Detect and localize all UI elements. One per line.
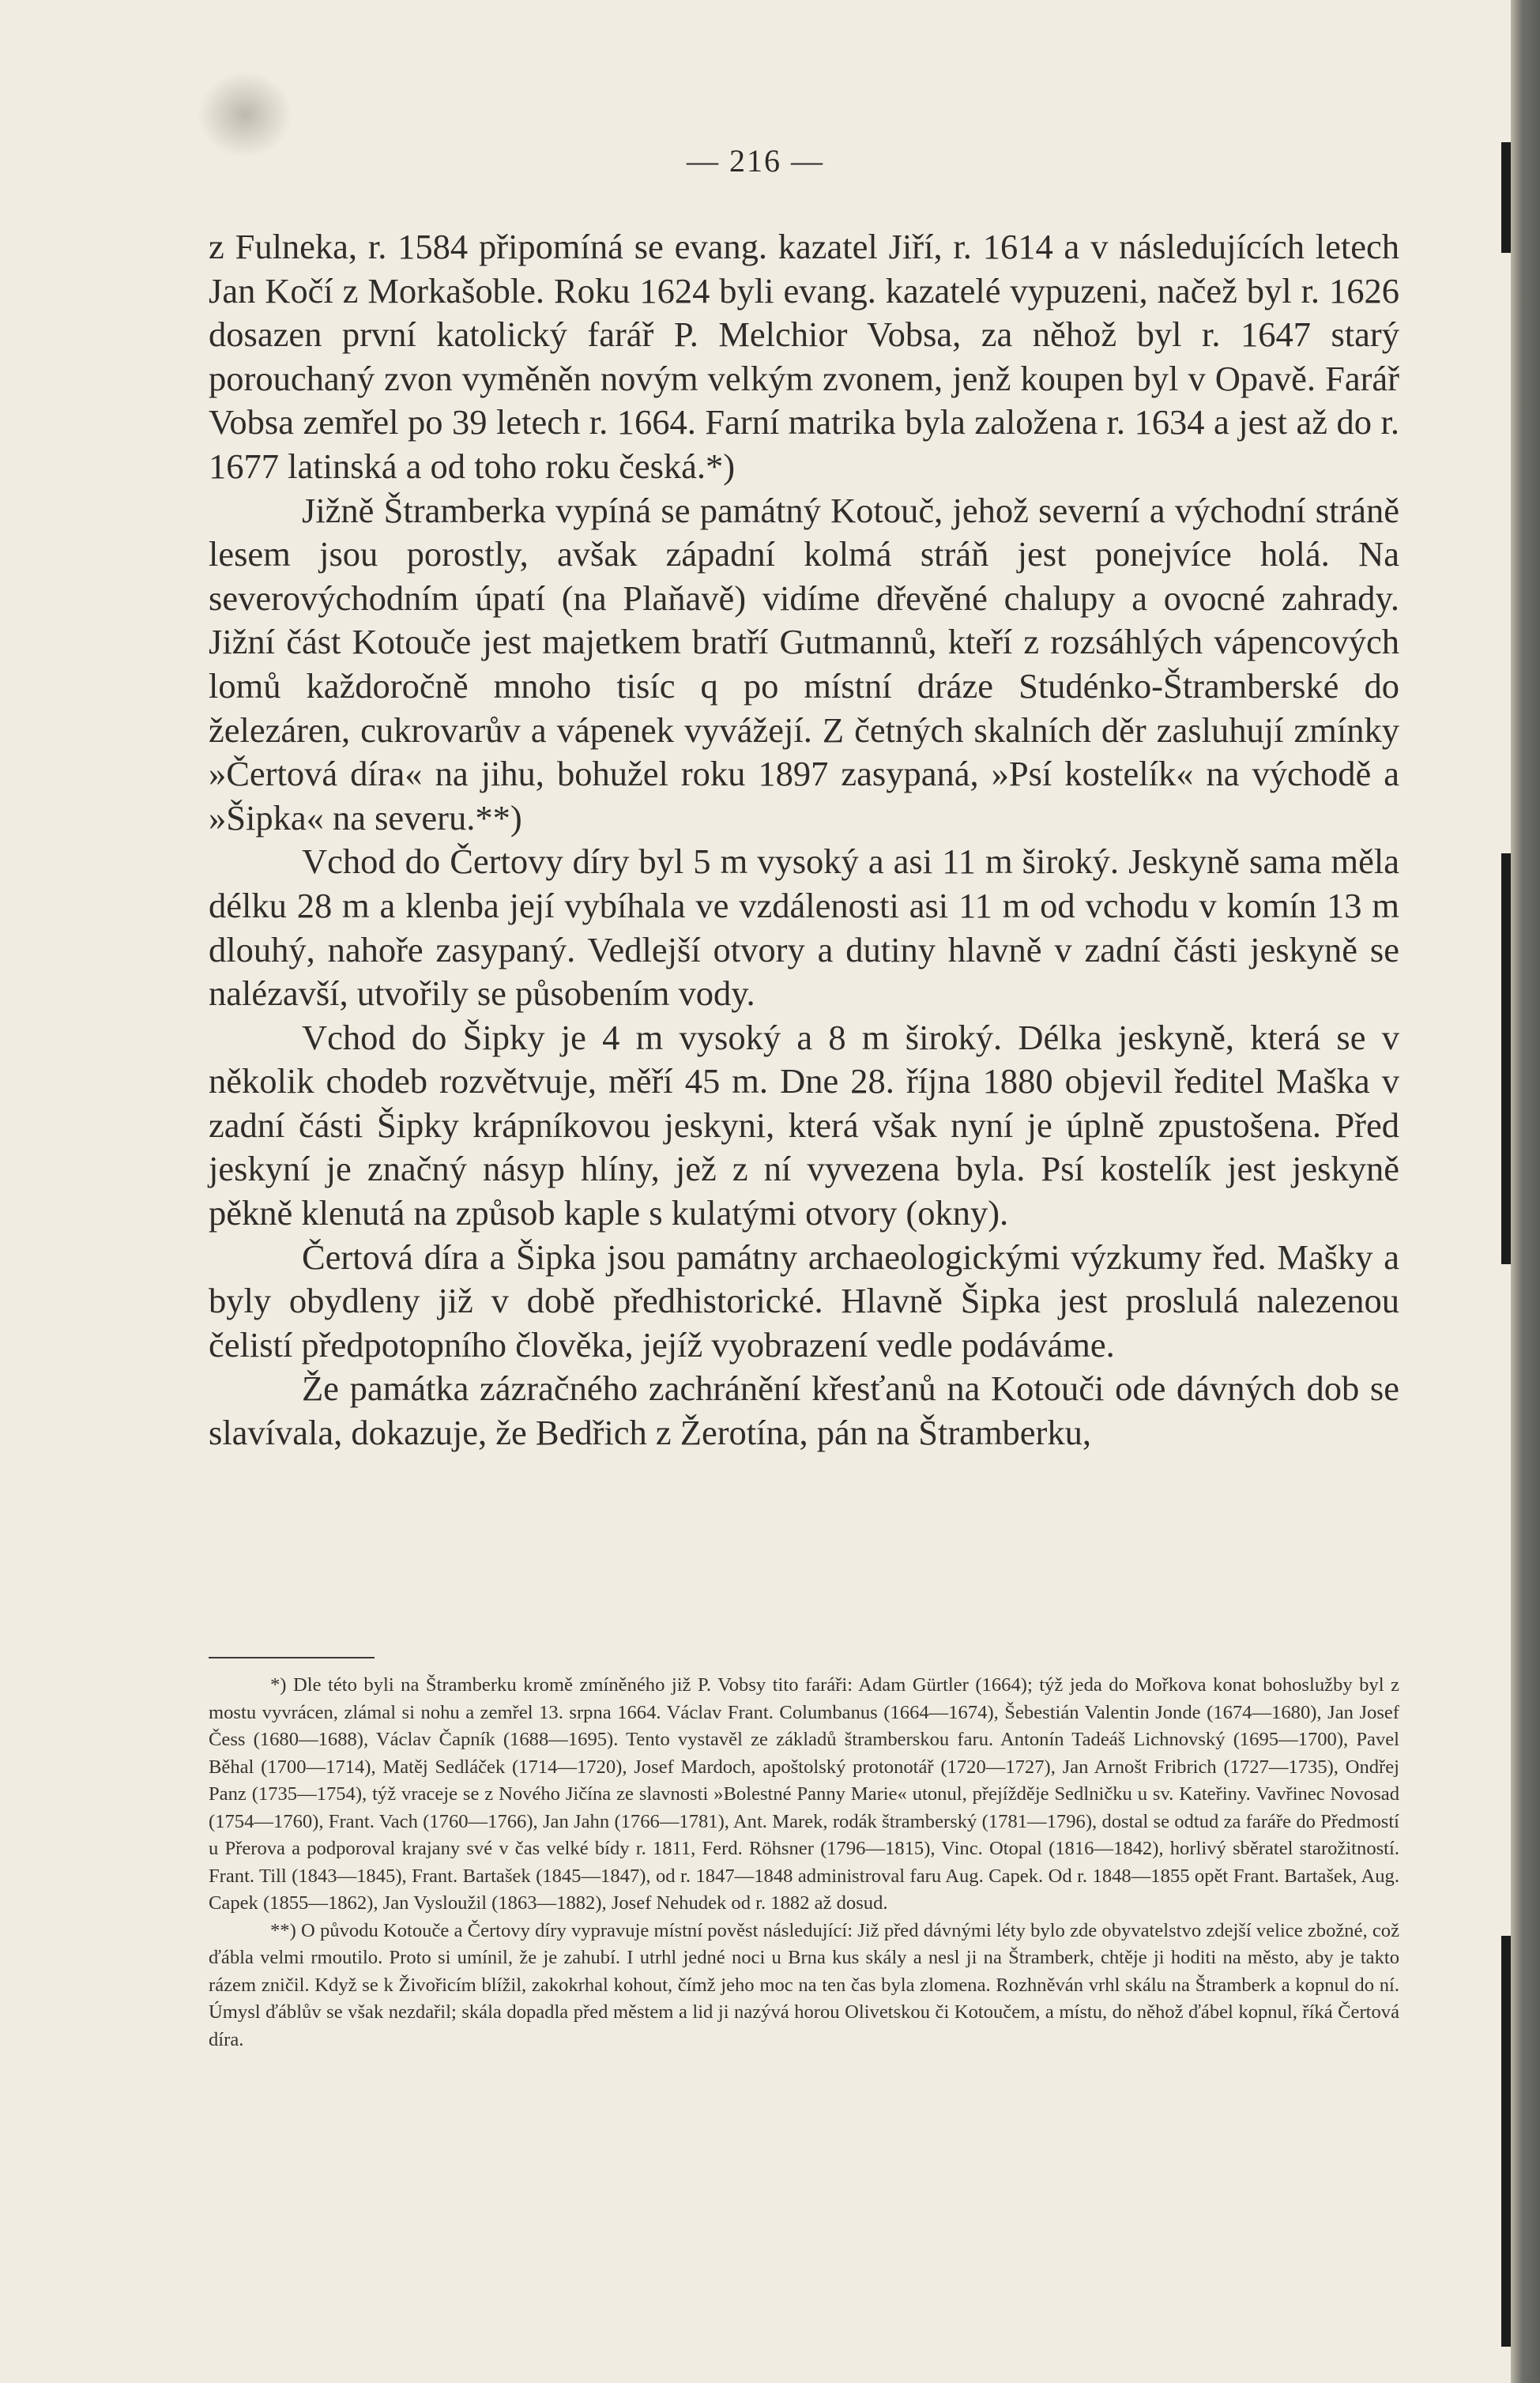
paragraph-kotouc: Jižně Štramberka vypíná se památný Kotouč, jehož severní a východní stráně lesem jsou porostly, avšak západní kolmá stráň jest ponejvíce holá. Na severovýchodním úpatí (na Plaňavě) vidíme dřevěné chalupy a ovocné zahrady. Jižní část Kotouče jest majetkem bratří Gutmannů, kteří z rozsáhlých vápencových lomů každoročně mnoho tisíc q po místní dráze Studénko-Štramberské do železáren, cukrovarův a vápenek vyvážejí. Z četných skalních děr zasluhují zmínky »Čertová díra« na jihu, bohužel roku 1897 zasypaná, »Psí kostelík« na východě a »Šipka« na severu.**): [209, 490, 1399, 838]
page-number: — 216 —: [687, 143, 824, 179]
main-text: [209, 225, 1399, 1455]
paragraph-parish-history: z Fulneka, r. 1584 připomíná se evang. kazatel Jiří, r. 1614 a v následujících letech Jan Kočí z Morkašoble. Roku 1624 byli evang. kazatelé vypuzeni, načež byl r. 1626 dosazen první katolický farář P. Melchior Vobsa, za něhož byl r. 1647 starý porouchaný zvon vyměněn novým velkým zvonem, jenž koupen byl v Opavě. Farář Vobsa zemřel po 39 letech r. 1664. Farní matrika byla založena r. 1634 a jest až do r. 1677 latinská a od toho roku česká.*): [209, 227, 1399, 486]
binding-mark: [1501, 853, 1511, 1264]
binding-mark: [1501, 142, 1511, 253]
footnotes: [209, 1672, 1399, 2054]
footnote-legend: **) O původu Kotouče a Čertovy díry vypravuje místní pověst následující: Již před dávnými léty bylo zde obyvatelstvo zdejší velice zbožné, což ďábla velmi rmoutilo. Proto si umínil, že je zahubí. I utrhl jedné noci u Brna kus skály a nesl ji na Štramberk, chtěje ji hoditi na město, aby je takto rázem zničil. Když se k Živořicím blížil, zakokrhal kohout, čímž jeho moc na ten čas byla zlomena. Rozhněván vrhl skálu na Štramberk a kopnul do ní. Úmysl ďáblův se však nezdařil; skála dopadla před městem a lid ji nazývá horou Olivetskou či Kotoučem, a místu, do něhož ďábel kopnul, říká Čertová díra.: [209, 1919, 1399, 2050]
footnote-divider: [209, 1657, 375, 1658]
binding-mark: [1501, 1936, 1511, 2347]
paragraph-archaeology: Čertová díra a Šipka jsou památny archaeologickými výzkumy řed. Mašky a byly obydleny již v době předhistorické. Hlavně Šipka jest proslulá nalezenou čelistí předpotopního člověka, jejíž vyobrazení vedle podáváme.: [209, 1237, 1399, 1365]
page-edge: [1511, 0, 1540, 2383]
paragraph-certova-dira: Vchod do Čertovy díry byl 5 m vysoký a asi 11 m široký. Jeskyně sama měla délku 28 m a klenba její vybíhala ve vzdálenosti asi 11 m od vchodu v komín 13 m dlouhý, nahoře zasypaný. Vedlejší otvory a dutiny hlavně v zadní části jeskyně se nalézavší, utvořily se působením vody.: [209, 841, 1399, 1014]
paragraph-miracle: Že památka zázračného zachránění křesťanů na Kotouči ode dávných dob se slavívala, dokazuje, že Bedřich z Žerotína, pán na Štramberku,: [209, 1368, 1399, 1453]
paragraph-sipka: Vchod do Šipky je 4 m vysoký a 8 m široký. Délka jeskyně, která se v několik chodeb rozvětvuje, měří 45 m. Dne 28. října 1880 objevil ředitel Maška v zadní části Šipky krápníkovou jeskyni, která však nyní je úplně zpustošena. Před jeskyní je značný násyp hlíny, jež z ní vyvezena byla. Psí kostelík jest jeskyně pěkně klenutá na způsob kaple s kulatými otvory (okny).: [209, 1017, 1399, 1233]
footnote-priests: *) Dle této byli na Štramberku kromě zmíněného již P. Vobsy tito faráři: Adam Gürtler (1664); týž jeda do Mořkova konat bohoslužby byl z mostu vyvrácen, zlámal si nohu a zemřel 13. srpna 1664. Václav Frant. Columbanus (1664—1674), Šebestián Valentin Jonde (1674—1680), Jan Josef Čess (1680—1688), Václav Čapník (1688—1695). Tento vystavěl ze základů štramberskou faru. Antonín Tadeáš Lichnovský (1695—1700), Pavel Běhal (1700—1714), Matěj Sedláček (1714—1720), Josef Mardoch, apoštolský protonotář (1720—1727), Jan Arnošt Fribrich (1727—1735), Ondřej Panz (1735—1754), týž vraceje se z Nového Jičína ze slavnosti »Bolestné Panny Marie« utonul, přejížděje Sedlničku u sv. Kateřiny. Vavřinec Novosad (1754—1760), Frant. Vach (1760—1766), Jan Jahn (1766—1781), Ant. Marek, rodák štramberský (1781—1796), dostal se odtud za faráře do Předmostí u Přerova a podporoval krajany své v čas velké bídy r. 1811, Ferd. Röhsner (1796—1815), Vinc. Otopal (1816—1842), horlivý sběratel starožitností. Frant. Till (1843—1845), Frant. Bartašek (1845—1847), od r. 1847—1848 administroval faru Aug. Capek. Od r. 1848—1855 opět Frant. Bartašek, Aug. Capek (1855—1862), Jan Vysloužil (1863—1882), Josef Nehudek od r. 1882 až dosud.: [209, 1674, 1399, 1914]
